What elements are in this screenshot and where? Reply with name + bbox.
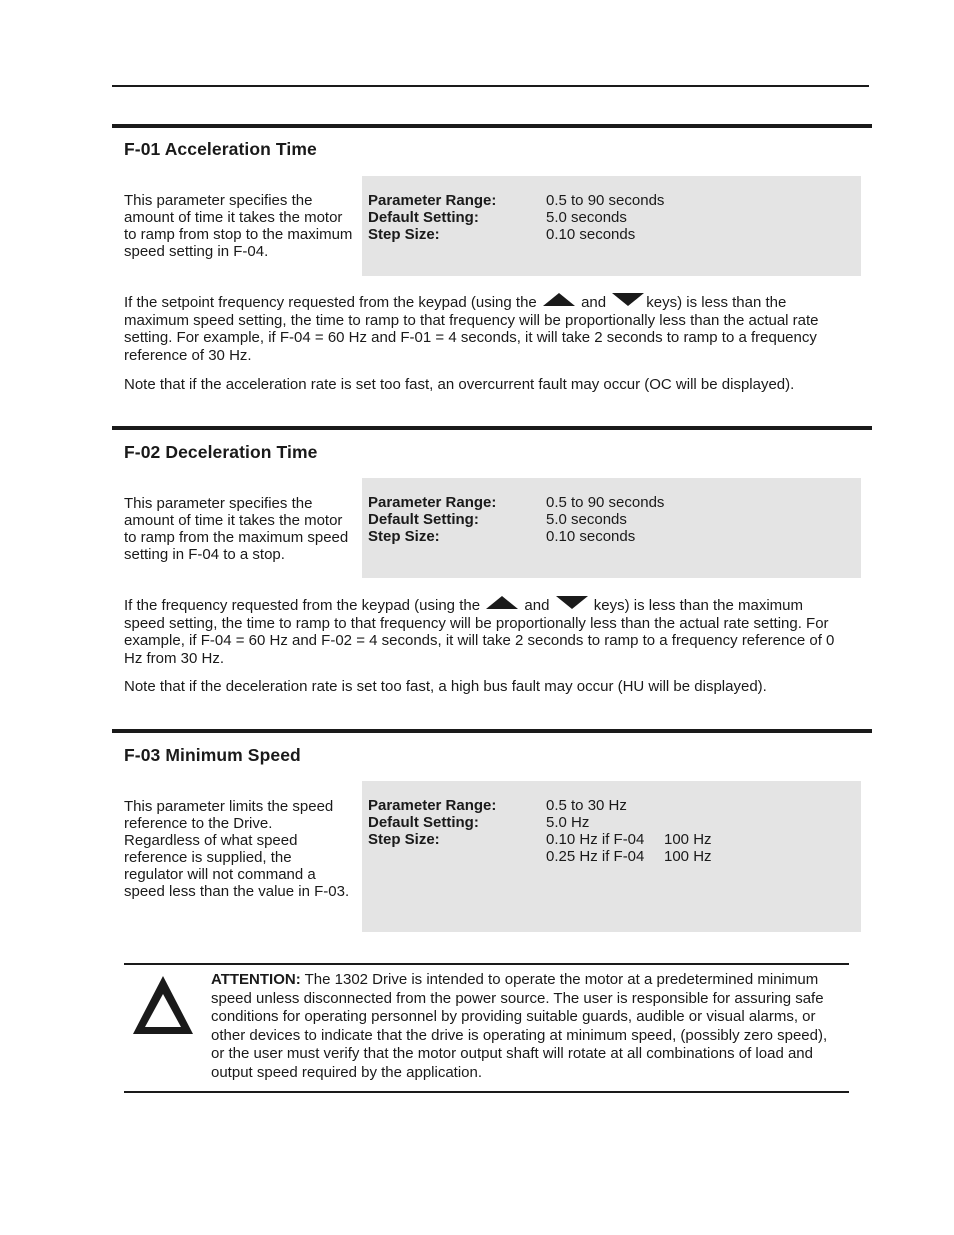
default-value: 5.0 seconds bbox=[546, 209, 627, 226]
step-value-2: 0.25 Hz if F-04 bbox=[546, 848, 645, 865]
up-arrow-key-icon bbox=[486, 596, 518, 609]
step-label: Step Size: bbox=[368, 831, 440, 848]
up-arrow-key-icon bbox=[543, 293, 575, 306]
default-label: Default Setting: bbox=[368, 209, 479, 226]
attention-bottom-rule bbox=[124, 1091, 849, 1093]
step-value: 0.10 seconds bbox=[546, 226, 636, 243]
section-divider bbox=[112, 124, 872, 128]
range-label: Parameter Range: bbox=[368, 192, 497, 209]
default-label: Default Setting: bbox=[368, 511, 479, 528]
description-f01: This parameter specifies the amount of time it takes the motor to ramp from stop to the maximum speed setting in F-04. bbox=[124, 192, 353, 260]
down-arrow-key-icon bbox=[612, 293, 644, 306]
text-run: If the frequency requested from the keypad (using the bbox=[124, 597, 481, 614]
page-top-rule bbox=[112, 85, 869, 87]
section-divider bbox=[112, 729, 872, 733]
attention-body: The 1302 Drive is intended to operate the motor at a predetermined minimum speed unless disconnected from the power source. The user is responsible for assuring safe conditions for operating personnel by providing suitable guards, audible or visual alarms, or other devices to indicate that the drive is operating at minimum speed, (possibly zero speed), or the user must verify that the motor output shaft will rotate at all combinations of load and output speed required by the application. bbox=[211, 971, 828, 1081]
description-f02: This parameter specifies the amount of time it takes the motor to ramp from the maximum speed setting in F-04 to a stop. bbox=[124, 495, 349, 563]
range-value: 0.5 to 90 seconds bbox=[546, 494, 665, 511]
section-heading-f02: F-02 Deceleration Time bbox=[124, 442, 318, 462]
paragraph-f01-note: Note that if the acceleration rate is set too fast, an overcurrent fault may occur (OC will be displayed). bbox=[124, 376, 795, 393]
parameter-box-f03 bbox=[362, 781, 861, 932]
description-f03: This parameter limits the speed reference to the Drive. Regardless of what speed reference is supplied, the regulator will not command a speed less than the value in F-03. bbox=[124, 798, 350, 900]
down-arrow-key-icon bbox=[556, 596, 588, 609]
range-value: 0.5 to 90 seconds bbox=[546, 192, 665, 209]
paragraph-f01-keypad bbox=[124, 293, 844, 364]
text-run: and bbox=[581, 294, 607, 311]
text-run: If the setpoint frequency requested from the keypad (using the bbox=[124, 294, 537, 311]
range-label: Parameter Range: bbox=[368, 797, 497, 814]
text-run: and bbox=[524, 597, 550, 614]
parameter-box-f01 bbox=[362, 176, 861, 276]
attention-notice bbox=[211, 971, 843, 1083]
section-divider bbox=[112, 426, 872, 430]
section-heading-f01: F-01 Acceleration Time bbox=[124, 139, 317, 159]
step-condition: 100 Hz bbox=[664, 848, 712, 865]
text-run: keys) is less than the maximum speed setting, the time to ramp to that frequency will be proportionally less than the actual rate setting. For example, if F-04 = 60 Hz and F-01 = 4 seconds, it will take 2 seconds to ramp to a frequency reference of 30 Hz. bbox=[124, 294, 819, 364]
range-label: Parameter Range: bbox=[368, 494, 497, 511]
range-value: 0.5 to 30 Hz bbox=[546, 797, 627, 814]
parameter-box-f02 bbox=[362, 478, 861, 578]
default-label: Default Setting: bbox=[368, 814, 479, 831]
step-value: 0.10 Hz if F-04 bbox=[546, 831, 645, 848]
default-value: 5.0 Hz bbox=[546, 814, 590, 831]
paragraph-f02-keypad bbox=[124, 596, 844, 667]
attention-top-rule bbox=[124, 963, 849, 965]
step-label: Step Size: bbox=[368, 226, 440, 243]
step-label: Step Size: bbox=[368, 528, 440, 545]
step-condition: 100 Hz bbox=[664, 831, 712, 848]
warning-triangle-icon bbox=[130, 972, 196, 1038]
default-value: 5.0 seconds bbox=[546, 511, 627, 528]
section-heading-f03: F-03 Minimum Speed bbox=[124, 745, 301, 765]
attention-label: ATTENTION: bbox=[211, 971, 301, 988]
step-value: 0.10 seconds bbox=[546, 528, 636, 545]
text-run: keys) is less than the maximum speed setting, the time to ramp to that frequency will be proportionally less than the actual rate setting. For example, if F-04 = 60 Hz and F-02 = 4 seconds, it will take 2 seconds to ramp to a frequency reference of 0 Hz from 30 Hz. bbox=[124, 597, 835, 667]
paragraph-f02-note: Note that if the deceleration rate is set too fast, a high bus fault may occur (HU will be displayed). bbox=[124, 678, 767, 695]
